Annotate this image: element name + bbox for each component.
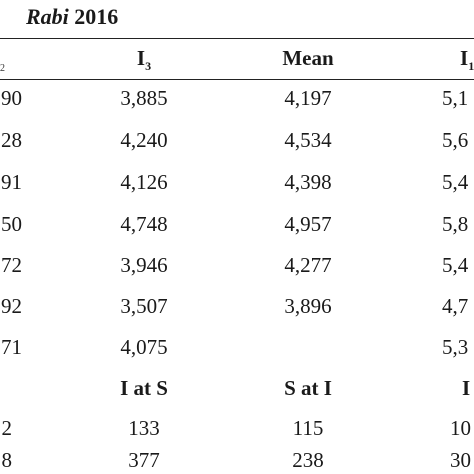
table-caption [0,0,474,40]
row-cell-col4: 5,3 [442,335,469,359]
col4-header [460,44,474,72]
row-cell-col4: 30 [450,448,471,472]
table-header-rule [0,79,474,80]
row-cell-col3: 238 [292,448,324,472]
col1-header-partial: 2 [0,63,5,74]
row-cell-col4: 5,1 [442,86,469,110]
row-cell-col1: 8 [1,448,12,472]
row-cell-col4: 5,6 [442,128,469,152]
row-cell-col1: 71 [1,335,22,359]
caption-text [26,4,118,30]
row-cell-col3: 4,197 [284,86,332,110]
row-cell-col4: 5,4 [442,253,469,277]
row-cell-col1: 90 [1,86,22,110]
row-cell-col2: 133 [128,416,160,440]
row-cell-col3: 4,398 [284,170,332,194]
row-cell-col2: 4,748 [120,212,168,236]
subheader-col3: S at I [284,376,332,400]
row-cell-col3: 4,957 [284,212,332,236]
row-cell-col3: 3,896 [284,294,332,318]
row-cell-col4: 5,4 [442,170,469,194]
row-cell-col3: 4,277 [284,253,332,277]
row-cell-col2: 4,126 [120,170,168,194]
table-top-rule [0,38,474,39]
row-cell-col4: 4,7 [442,294,469,318]
col4-header-sub: 1 [468,59,474,74]
row-cell-col1: 72 [1,253,22,277]
col2-header-sub: 3 [145,59,152,74]
caption-season: Rabi [26,4,69,29]
row-cell-col1: 2 [1,416,12,440]
row-cell-col1: 92 [1,294,22,318]
row-cell-col2: 4,240 [120,128,168,152]
row-cell-col4: 5,8 [442,212,469,236]
row-cell-col2: 3,885 [120,86,168,110]
row-cell-col3: 115 [292,416,324,440]
col3-header: Mean [282,46,334,70]
subheader-col4: I [462,376,471,400]
col4-header-main: I [460,46,469,70]
row-cell-col1: 91 [1,170,22,194]
row-cell-col1: 28 [1,128,22,152]
row-cell-col4: 10 [450,416,471,440]
subheader-col2: I at S [120,376,168,400]
row-cell-col1: 50 [1,212,22,236]
row-cell-col2: 4,075 [120,335,168,359]
row-cell-col3: 4,534 [284,128,332,152]
col2-header [137,44,151,72]
row-cell-col2: 3,946 [120,253,168,277]
col2-header-main: I [136,46,146,70]
row-cell-col2: 377 [128,448,160,472]
row-cell-col2: 3,507 [120,294,168,318]
caption-year: 2016 [74,4,119,29]
